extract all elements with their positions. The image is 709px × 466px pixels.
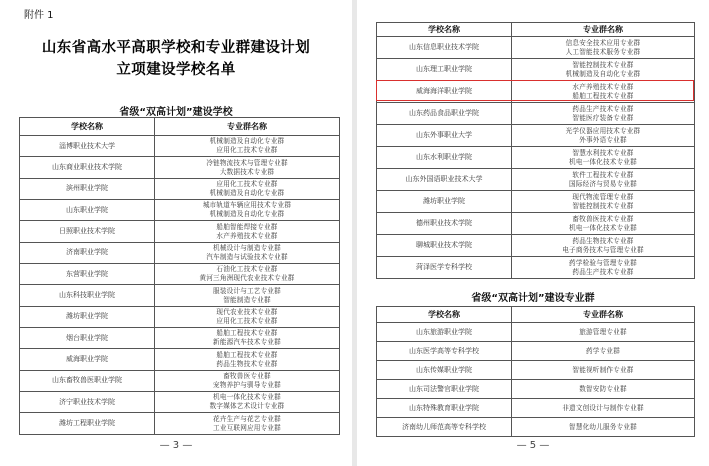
major-group-name: 电子商务技术与管理专业群 [562,245,644,254]
major-group-name: 外事外语专业群 [579,135,627,144]
table-row [377,103,695,125]
school-name-cell: 潍坊职业学院 [20,306,155,327]
table-row [20,200,340,221]
table-row [377,323,695,342]
major-group-name: 畜牧兽医技术专业群 [572,214,634,223]
school-name-cell: 山东药品食品职业学院 [377,103,512,125]
schools-table-continued [376,22,695,279]
major-group-name: 应用化工技术专业群 [216,316,278,325]
school-name-cell: 济南职业学院 [20,242,155,263]
school-name-cell: 山东传媒职业学院 [377,361,512,380]
major-group-name: 水产养殖技术专业群 [572,82,634,91]
school-name-cell: 威海职业学院 [20,349,155,370]
major-group-name: 药学检验与管理专业群 [569,258,637,267]
major-group-name: 机电一体化技术专业群 [569,157,637,166]
major-group-cell: 药学专业群 [512,342,695,361]
table-header-major: 专业群名称 [512,23,695,37]
page-number: — 5 — [516,440,550,451]
major-group-name: 光学仪器应用技术专业群 [565,126,641,135]
major-group-name: 智慧水利技术专业群 [572,148,634,157]
school-name-cell: 东营职业学院 [20,264,155,285]
document-page-left [0,0,352,466]
major-group-cell [512,125,695,147]
major-group-name: 船舶智能焊接专业群 [216,222,278,231]
table-row [377,257,695,279]
major-group-name: 人工智能技术服务专业群 [565,47,641,56]
school-name-cell: 山东特殊教育职业学院 [377,399,512,418]
major-group-name: 机械制造及自动化专业群 [209,137,285,146]
major-group-cell [512,257,695,279]
school-name-cell: 山东畜牧兽医职业学院 [20,370,155,391]
major-group-name: 药品生产技术专业群 [572,104,634,113]
major-group-cell [512,147,695,169]
major-group-cell [155,200,340,221]
table-row [377,147,695,169]
major-group-cell [155,221,340,242]
major-group-name: 智能制造专业群 [223,295,271,304]
table-header-school: 学校名称 [20,118,155,136]
document-title-line1: 山东省高水平高职学校和专业群建设计划 [41,39,311,56]
school-name-cell: 淄博职业技术大学 [20,136,155,157]
school-name-cell: 潍坊工程职业学院 [20,413,155,435]
school-name-cell: 山东商业职业技术学院 [20,157,155,178]
school-name-cell: 济南幼儿师范高等专科学校 [377,418,512,437]
section-title-majors: 省级“双高计划”建设专业群 [471,293,595,304]
school-name-cell: 烟台职业学院 [20,328,155,349]
major-group-name: 应用化工技术专业群 [216,146,278,155]
school-name-cell: 日照职业技术学院 [20,221,155,242]
major-group-name: 机械制造及自动化专业群 [209,188,285,197]
major-group-name: 机电一体化技术专业群 [213,393,281,402]
major-group-name: 药品生物技术专业群 [572,236,634,245]
attachment-label: 附件 1 [24,10,54,21]
major-group-cell [155,370,340,391]
table-row [20,285,340,306]
table-header-school: 学校名称 [377,23,512,37]
school-name-cell: 山东外事职业大学 [377,125,512,147]
major-group-name: 软件工程技术专业群 [572,170,634,179]
major-group-name: 冷链物流技术与管理专业群 [206,158,288,167]
majors-table [376,306,695,437]
table-header-major: 专业群名称 [155,118,340,136]
major-group-name: 大数据技术专业群 [219,167,275,176]
table-row [20,349,340,370]
major-group-name: 畜牧兽医专业群 [223,371,271,380]
major-group-name: 智能控制技术专业群 [572,60,634,69]
document-title-line2: 立项建设学校名单 [116,61,236,78]
major-group-cell [155,264,340,285]
table-header-school: 学校名称 [377,307,512,323]
major-group-cell [512,235,695,257]
major-group-name: 宠物养护与驯导专业群 [213,380,281,389]
table-row [20,242,340,263]
table-row [377,235,695,257]
major-group-name: 机电一体化技术专业群 [569,223,637,232]
major-group-cell: 智慧化幼儿服务专业群 [512,418,695,437]
table-row [377,169,695,191]
major-group-cell [155,178,340,199]
school-name-cell: 济宁职业技术学院 [20,392,155,413]
major-group-name: 药品生产技术专业群 [572,267,634,276]
table-row [377,399,695,418]
major-group-cell [155,328,340,349]
major-group-cell [512,103,695,125]
document-page-right [357,0,709,466]
major-group-cell [155,157,340,178]
major-group-name: 新能源汽车技术专业群 [213,338,281,347]
table-row [20,178,340,199]
major-group-name: 船舶工程技术专业群 [572,91,634,100]
school-name-cell: 山东医学高等专科学校 [377,342,512,361]
table-row [377,361,695,380]
major-group-name: 城市轨道车辆应用技术专业群 [202,201,292,210]
table-row [377,81,695,103]
school-name-cell: 潍坊职业学院 [377,191,512,213]
major-group-name: 信息安全技术应用专业群 [565,38,641,47]
major-group-cell [155,242,340,263]
major-group-name: 数字媒体艺术设计专业群 [209,402,285,411]
major-group-name: 船舶工程技术专业群 [216,329,278,338]
major-group-name: 花卉生产与花艺专业群 [213,414,281,423]
major-group-cell: 智能视听制作专业群 [512,361,695,380]
school-name-cell: 菏泽医学专科学校 [377,257,512,279]
major-group-name: 船舶工程技术专业群 [216,350,278,359]
major-group-name: 机械设计与制造专业群 [213,243,281,252]
table-row [377,191,695,213]
major-group-name: 现代农业技术专业群 [216,307,278,316]
major-group-cell [155,306,340,327]
table-row [20,370,340,391]
major-group-cell [155,136,340,157]
major-group-cell [512,169,695,191]
major-group-name: 现代物流管理专业群 [572,192,634,201]
table-row [377,37,695,59]
section-title-schools: 省级“双高计划”建设学校 [119,107,233,118]
major-group-cell [512,59,695,81]
table-row [20,328,340,349]
school-name-cell: 威海海洋职业学院 [377,81,512,103]
school-name-cell: 山东水利职业学院 [377,147,512,169]
major-group-name: 机械制造及自动化专业群 [209,210,285,219]
school-name-cell: 滨州职业学院 [20,178,155,199]
school-name-cell: 山东司法警官职业学院 [377,380,512,399]
major-group-cell [155,413,340,435]
major-group-cell [155,392,340,413]
table-row [377,59,695,81]
school-name-cell: 聊城职业技术学院 [377,235,512,257]
major-group-name: 黄河三角洲现代农业技术专业群 [199,274,295,283]
major-group-cell: 非遗文创设计与制作专业群 [512,399,695,418]
table-row [377,125,695,147]
school-name-cell: 山东科技职业学院 [20,285,155,306]
school-name-cell: 山东旅游职业学院 [377,323,512,342]
major-group-name: 工业互联网应用专业群 [213,423,281,432]
school-name-cell: 山东职业学院 [20,200,155,221]
major-group-name: 智能医疗装备专业群 [572,113,634,122]
major-group-cell [155,285,340,306]
table-header-major: 专业群名称 [512,307,695,323]
table-row [20,413,340,435]
major-group-name: 服装设计与工艺专业群 [213,286,281,295]
table-row [20,157,340,178]
major-group-name: 应用化工技术专业群 [216,179,278,188]
major-group-cell [512,37,695,59]
major-group-name: 智能控制技术专业群 [572,201,634,210]
table-row [377,380,695,399]
table-row [20,306,340,327]
table-row [20,136,340,157]
major-group-name: 石油化工技术专业群 [216,265,278,274]
major-group-name: 汽车制造与试验技术专业群 [206,252,288,261]
table-row [377,418,695,437]
major-group-cell: 数智安防专业群 [512,380,695,399]
major-group-name: 机械制造及自动化专业群 [565,69,641,78]
table-row [20,264,340,285]
table-row [377,342,695,361]
major-group-cell [512,191,695,213]
school-name-cell: 山东外国语职业技术大学 [377,169,512,191]
table-row [20,392,340,413]
major-group-name: 国际经济与贸易专业群 [569,179,637,188]
major-group-name: 药品生物技术专业群 [216,359,278,368]
major-group-cell [512,81,695,103]
table-row [377,213,695,235]
school-name-cell: 德州职业技术学院 [377,213,512,235]
school-name-cell: 山东信息职业技术学院 [377,37,512,59]
school-name-cell: 山东理工职业学院 [377,59,512,81]
major-group-cell [155,349,340,370]
page-number: — 3 — [159,440,193,451]
major-group-name: 水产养殖技术专业群 [216,231,278,240]
schools-table [19,117,340,435]
major-group-cell [512,213,695,235]
major-group-cell: 旅游管理专业群 [512,323,695,342]
table-row [20,221,340,242]
